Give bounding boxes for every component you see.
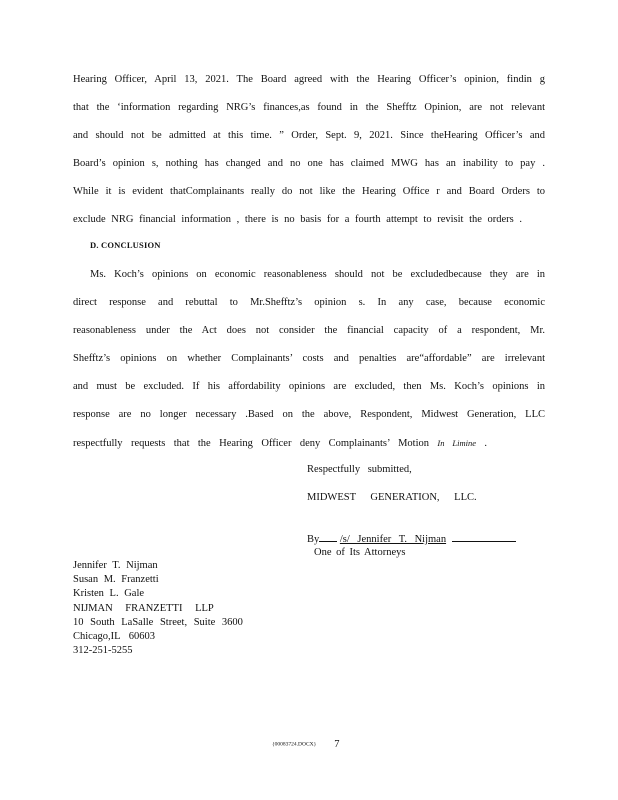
conclusion-period: . — [484, 438, 488, 449]
counsel-line: Kristen L. Gale — [73, 588, 145, 600]
body-line: Hearing Officer, April 13, 2021. The Board agreed with the Hearing Officer’s opinion, findin g — [73, 74, 545, 85]
body-line: While it is evident thatComplainants really do not like the Hearing Office r and Board Orders to — [73, 186, 545, 197]
signature-by-label: By — [307, 534, 320, 545]
conclusion-line: and must be excluded. If his affordability opinions are excluded, then Ms. Koch’s opinions in — [73, 381, 545, 392]
conclusion-line: response are no longer necessary .Based on the above, Respondent, Midwest Generation, LLC — [73, 409, 545, 420]
conclusion-line: Shefftz’s opinions on whether Complainants’ costs and penalties are“affordable” are irrelevant — [73, 353, 545, 364]
document-id: {00083724.DOCX} — [272, 741, 317, 748]
body-line: Board’s opinion s, nothing has changed and no one has claimed MWG has an inability to pay . — [73, 158, 545, 169]
conclusion-last-text: respectfully requests that the Hearing Officer deny Complainants’ Motion — [73, 438, 429, 449]
counsel-line: NIJMAN FRANZETTI LLP — [73, 602, 214, 614]
counsel-block — [73, 559, 243, 658]
conclusion-line: reasonableness under the Act does not consider the financial capacity of a respondent, Mr. — [73, 325, 545, 336]
body-line: and should not be admitted at this time. ” Order, Sept. 9, 2021. Since theHearing Officer’s and — [73, 130, 545, 141]
signature-signer: /s/ Jennifer T. Nijman — [339, 534, 447, 545]
conclusion-line: Ms. Koch’s opinions on economic reasonableness should not be excludedbecause they are in — [90, 269, 545, 280]
signature-by-line — [307, 533, 516, 547]
page-number: 7 — [334, 738, 340, 750]
signature-closing: Respectfully submitted, — [307, 464, 412, 475]
signature-role: One of Its Attorneys — [314, 547, 406, 558]
counsel-line: 312-251-5255 — [73, 645, 133, 657]
counsel-line: Susan M. Franzetti — [73, 574, 159, 586]
counsel-line: Chicago,IL 60603 — [73, 631, 156, 643]
counsel-line: Jennifer T. Nijman — [73, 560, 158, 571]
page-footer — [272, 735, 340, 753]
signature-blank-long — [452, 541, 516, 542]
conclusion-last-line — [73, 436, 487, 451]
body-line: that the ‘information regarding NRG’s finances,as found in the Shefftz Opinion, are not relevant — [73, 102, 545, 113]
conclusion-heading: D. CONCLUSION — [90, 240, 161, 250]
counsel-line: 10 South LaSalle Street, Suite 3600 — [73, 616, 243, 628]
signature-blank-short — [319, 541, 337, 542]
signature-company: MIDWEST GENERATION, LLC. — [307, 492, 477, 503]
in-limine-text: In Limine — [437, 438, 476, 448]
conclusion-line: direct response and rebuttal to Mr.Shefftz’s opinion s. In any case, because economic — [73, 297, 545, 308]
body-line: exclude NRG financial information , there is no basis for a fourth attempt to revisit the orders . — [73, 214, 523, 225]
